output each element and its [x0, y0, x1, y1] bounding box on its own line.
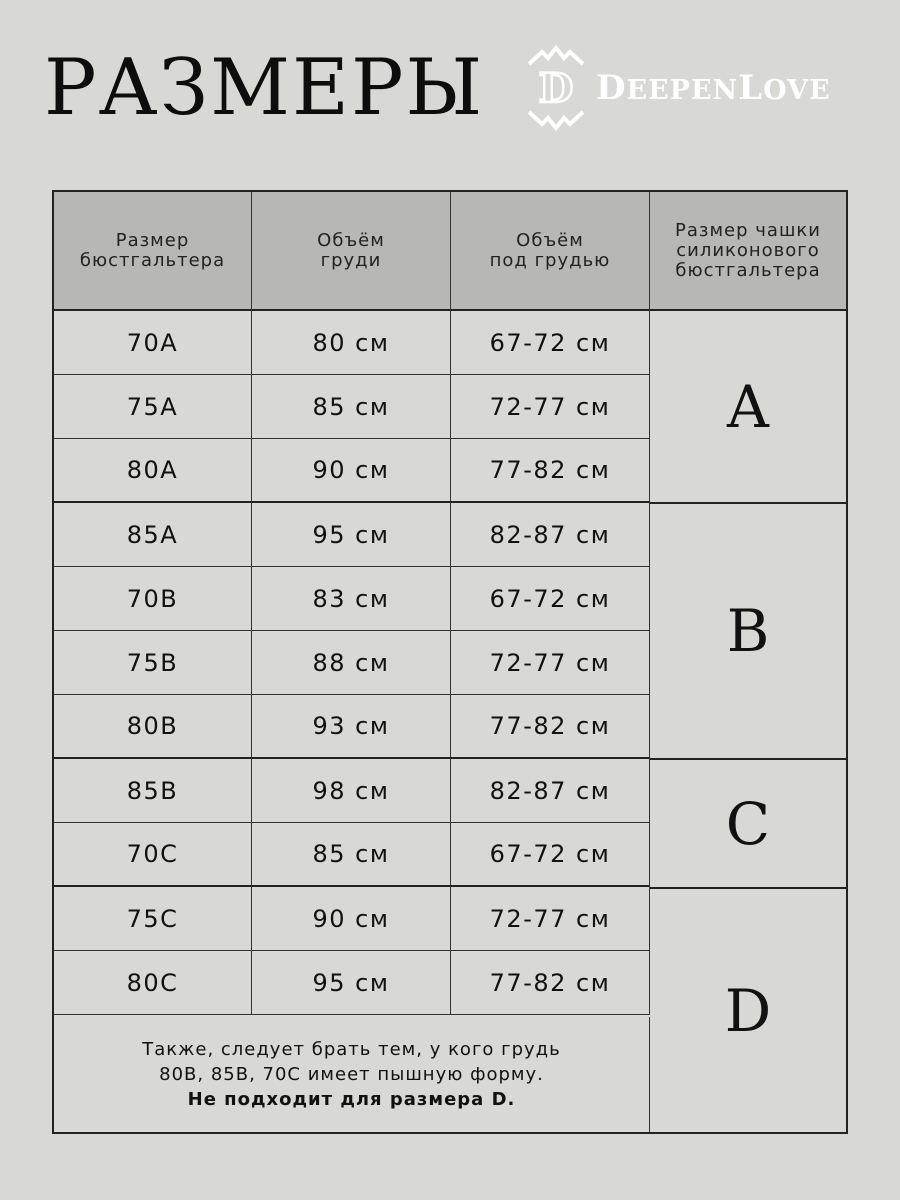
cup-d: D: [724, 976, 772, 1045]
table-cell-bust: 95 см: [252, 503, 451, 567]
cup-c: C: [650, 760, 846, 889]
cup-b: B: [650, 504, 846, 760]
table-cell-size: 70B: [54, 567, 252, 631]
table-cell-underbust: 72-77 см: [451, 375, 650, 439]
table-cell-underbust: 77-82 см: [451, 951, 650, 1015]
table-cell-underbust: 82-87 см: [451, 759, 650, 823]
table-cell-bust: 90 см: [252, 887, 451, 951]
table-cell-size: 75A: [54, 375, 252, 439]
table-cell-bust: 83 см: [252, 567, 451, 631]
table-cell-bust: 93 см: [252, 695, 451, 759]
table-cell-size: 85B: [54, 759, 252, 823]
table-cell-size: 85A: [54, 503, 252, 567]
table-cell-underbust: 67-72 см: [451, 567, 650, 631]
table-cell-underbust: 77-82 см: [451, 439, 650, 503]
table-cell-bust: 88 см: [252, 631, 451, 695]
note-line-2: 80B, 85B, 70C имеет пышную форму.: [159, 1064, 544, 1085]
header-cup-size: Размер чашки силиконового бюстгальтера: [650, 192, 846, 311]
table-cell-underbust: 72-77 см: [451, 887, 650, 951]
header-bust: Объём груди: [252, 192, 451, 311]
size-table: [52, 190, 848, 1134]
table-cell-underbust: 67-72 см: [451, 311, 650, 375]
header-underbust: Объём под грудью: [451, 192, 650, 311]
table-cell-size: 75C: [54, 887, 252, 951]
brand-name: DEEPENLOVE: [596, 68, 831, 108]
table-cell-underbust: 82-87 см: [451, 503, 650, 567]
table-cell-size: 80A: [54, 439, 252, 503]
table-cell-bust: 85 см: [252, 823, 451, 887]
table-cell-bust: 85 см: [252, 375, 451, 439]
note-line-1: Также, следует брать тем, у кого грудь: [142, 1039, 561, 1060]
table-cell-underbust: 72-77 см: [451, 631, 650, 695]
table-cell-size: 80C: [54, 951, 252, 1015]
cup-a: A: [650, 311, 846, 504]
table-cell-underbust: 77-82 см: [451, 695, 650, 759]
table-cell-bust: 90 см: [252, 439, 451, 503]
page-title: РАЗМЕРЫ: [44, 43, 485, 133]
table-cell-bust: 95 см: [252, 951, 451, 1015]
size-note: [54, 1017, 650, 1132]
table-cell-size: 75B: [54, 631, 252, 695]
note-line-3: Не подходит для размера D.: [187, 1089, 516, 1110]
header-bra-size: Размер бюстгальтера: [54, 192, 252, 311]
table-cell-bust: 80 см: [252, 311, 451, 375]
table-cell-size: 80B: [54, 695, 252, 759]
logo-initial: D: [538, 65, 574, 112]
table-cell-size: 70A: [54, 311, 252, 375]
deepenlove-logo-icon: [526, 38, 586, 138]
table-cell-size: 70C: [54, 823, 252, 887]
table-cell-underbust: 67-72 см: [451, 823, 650, 887]
table-cell-bust: 98 см: [252, 759, 451, 823]
